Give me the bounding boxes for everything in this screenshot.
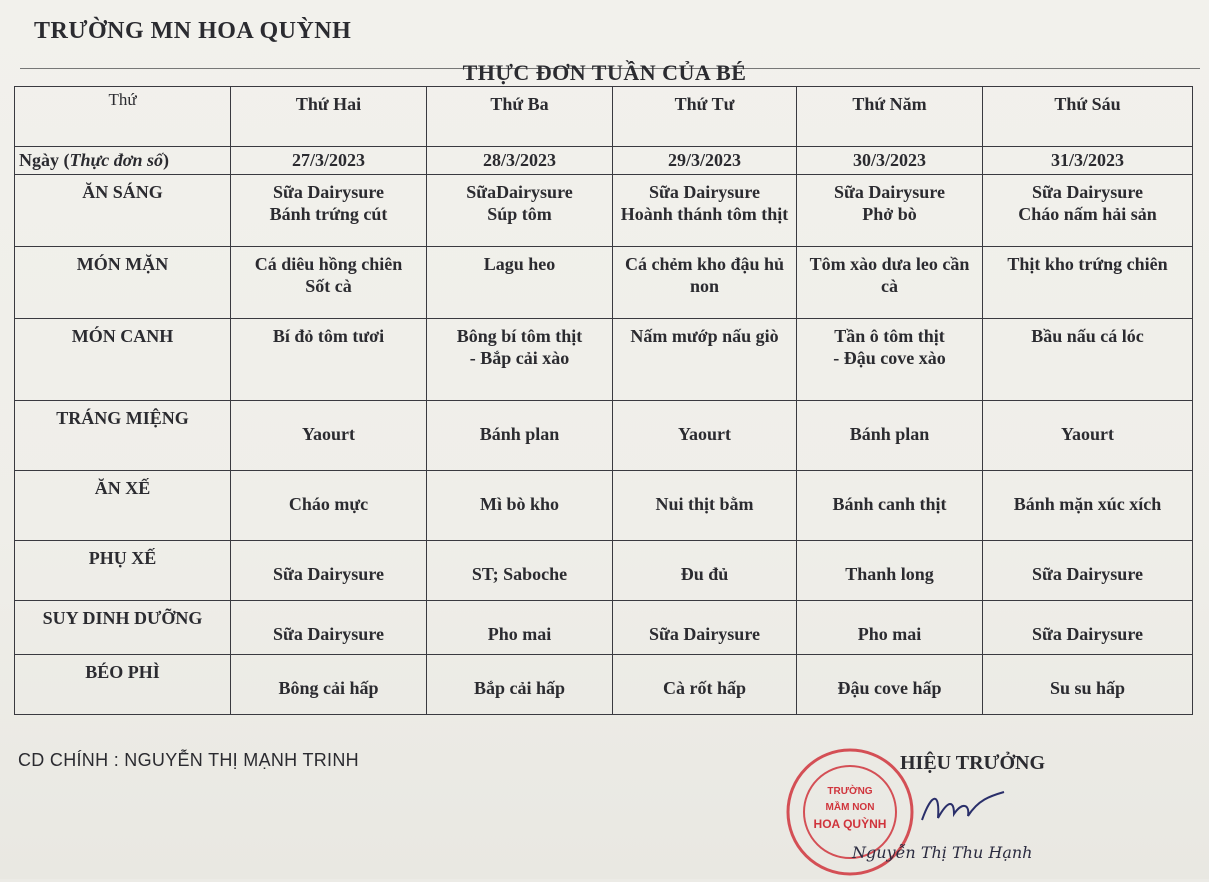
- dish-text: Đu đủ: [680, 564, 729, 584]
- school-name: TRƯỜNG MN HOA QUỲNH: [34, 18, 352, 44]
- dish-text: SữaDairysure: [466, 182, 573, 202]
- menu-cell: [983, 541, 1193, 601]
- dish-text: ST; Saboche: [471, 564, 568, 584]
- menu-cell: [613, 319, 797, 401]
- dish-text: Tần ô tôm thịt: [834, 326, 945, 346]
- dish-text: Tôm xào dưa leo cần cà: [809, 254, 970, 296]
- dish-text: Thịt kho trứng chiên: [1007, 254, 1168, 274]
- dish-text: Súp tôm: [487, 204, 552, 224]
- head-cook-line: CD CHÍNH : NGUYỄN THỊ MẠNH TRINH: [18, 750, 359, 770]
- weekly-menu-table: [14, 86, 1193, 715]
- day-header-row: [15, 87, 1193, 147]
- date-cell: 28/3/2023: [427, 147, 613, 175]
- menu-cell: [231, 401, 427, 471]
- menu-cell: [427, 541, 613, 601]
- menu-cell: [797, 601, 983, 655]
- menu-cell: [613, 541, 797, 601]
- menu-cell: [983, 601, 1193, 655]
- dish-text: Sữa Dairysure: [273, 182, 384, 202]
- date-row: [15, 147, 1193, 175]
- dish-text: Đậu cove hấp: [837, 678, 942, 698]
- menu-cell: [797, 401, 983, 471]
- dish-text: Hoành thánh tôm thịt: [620, 204, 789, 224]
- meal-label: SUY DINH DƯỠNG: [15, 601, 231, 655]
- menu-cell: [797, 247, 983, 319]
- day-header: Thứ Năm: [797, 87, 983, 147]
- meal-label: PHỤ XẾ: [15, 541, 231, 601]
- menu-title: THỰC ĐƠN TUẦN CỦA BÉ: [462, 60, 747, 85]
- menu-cell: [613, 601, 797, 655]
- menu-row: [15, 541, 1193, 601]
- dish-text: Yaourt: [1061, 424, 1114, 444]
- menu-cell: [231, 175, 427, 247]
- dish-text: Sữa Dairysure: [1032, 182, 1143, 202]
- menu-row: [15, 601, 1193, 655]
- dish-text: Bánh mặn xúc xích: [1013, 494, 1162, 514]
- menu-cell: [427, 319, 613, 401]
- menu-row: [15, 655, 1193, 715]
- menu-cell: [427, 601, 613, 655]
- menu-cell: [231, 541, 427, 601]
- corner-label: Thứ: [15, 87, 231, 147]
- menu-cell: [797, 655, 983, 715]
- dish-text: Sốt cà: [305, 276, 352, 296]
- signature-icon: [918, 782, 1008, 832]
- menu-cell: [427, 247, 613, 319]
- menu-cell: [427, 655, 613, 715]
- dish-text: Cá chẻm kho đậu hủ non: [624, 254, 785, 296]
- menu-cell: [231, 471, 427, 541]
- dish-text: Sữa Dairysure: [649, 624, 760, 644]
- stamp-text: HOA QUỲNH: [813, 817, 887, 831]
- date-cell: 27/3/2023: [231, 147, 427, 175]
- meal-label: ĂN XẾ: [15, 471, 231, 541]
- menu-cell: [983, 319, 1193, 401]
- date-cell: 31/3/2023: [983, 147, 1193, 175]
- date-cell: 30/3/2023: [797, 147, 983, 175]
- menu-cell: [613, 471, 797, 541]
- menu-cell: [797, 541, 983, 601]
- menu-cell: [983, 247, 1193, 319]
- menu-cell: [231, 319, 427, 401]
- dish-text: Yaourt: [678, 424, 731, 444]
- meal-label: MÓN CANH: [15, 319, 231, 401]
- dish-text: Sữa Dairysure: [834, 182, 945, 202]
- meal-label: ĂN SÁNG: [15, 175, 231, 247]
- day-header: Thứ Ba: [427, 87, 613, 147]
- dish-text: Mì bò kho: [479, 494, 560, 514]
- dish-text: Pho mai: [487, 624, 552, 644]
- menu-cell: [983, 655, 1193, 715]
- day-header: Thứ Hai: [231, 87, 427, 147]
- menu-cell: [983, 401, 1193, 471]
- day-header: Thứ Tư: [613, 87, 797, 147]
- stamp-text: TRƯỜNG: [827, 786, 873, 797]
- dish-text: - Đậu cove xào: [833, 348, 946, 368]
- dish-text: Bông cải hấp: [278, 678, 379, 698]
- dish-text: Bánh trứng cút: [269, 204, 388, 224]
- principal-title: HIỆU TRƯỞNG: [900, 752, 1046, 774]
- dish-text: Cháo mực: [288, 494, 369, 514]
- menu-cell: [613, 655, 797, 715]
- dish-text: Cháo nấm hải sản: [1018, 204, 1157, 224]
- stamp-text: MẦM NON: [825, 802, 875, 813]
- menu-cell: [613, 247, 797, 319]
- menu-row: [15, 175, 1193, 247]
- menu-cell: [797, 471, 983, 541]
- principal-name: Nguyễn Thị Thu Hạnh: [852, 843, 1033, 862]
- dish-text: Sữa Dairysure: [273, 564, 384, 584]
- dish-text: Nui thịt bằm: [655, 494, 754, 514]
- menu-cell: [797, 319, 983, 401]
- menu-row: [15, 401, 1193, 471]
- menu-cell: [797, 175, 983, 247]
- day-header: Thứ Sáu: [983, 87, 1193, 147]
- dish-text: Yaourt: [302, 424, 355, 444]
- dish-text: Bầu nấu cá lóc: [1031, 326, 1144, 346]
- dish-text: Bắp cải hấp: [473, 678, 566, 698]
- menu-row: [15, 319, 1193, 401]
- dish-text: Sữa Dairysure: [273, 624, 384, 644]
- dish-text: Sữa Dairysure: [1032, 624, 1143, 644]
- dish-text: Thanh long: [845, 564, 934, 584]
- meal-label: BÉO PHÌ: [15, 655, 231, 715]
- dish-text: Lagu heo: [483, 254, 556, 274]
- menu-cell: [613, 401, 797, 471]
- dish-text: Bí đỏ tôm tươi: [272, 326, 385, 346]
- menu-row: [15, 247, 1193, 319]
- menu-cell: [231, 247, 427, 319]
- dish-text: Su su hấp: [1049, 678, 1126, 698]
- menu-cell: [427, 401, 613, 471]
- menu-row: [15, 471, 1193, 541]
- dish-text: - Bắp cải xào: [469, 348, 570, 368]
- dish-text: Bông bí tôm thịt: [456, 326, 583, 346]
- menu-cell: [427, 175, 613, 247]
- dish-text: Sữa Dairysure: [649, 182, 760, 202]
- date-cell: 29/3/2023: [613, 147, 797, 175]
- date-label: Ngày (Thực đơn số): [15, 147, 231, 175]
- dish-text: Sữa Dairysure: [1032, 564, 1143, 584]
- menu-cell: [983, 175, 1193, 247]
- menu-cell: [231, 655, 427, 715]
- dish-text: Bánh canh thịt: [832, 494, 947, 514]
- dish-text: Cá diêu hồng chiên: [254, 254, 403, 274]
- meal-label: MÓN MẶN: [15, 247, 231, 319]
- dish-text: Nấm mướp nấu giò: [630, 326, 779, 346]
- menu-cell: [231, 601, 427, 655]
- menu-cell: [613, 175, 797, 247]
- dish-text: Bánh plan: [479, 424, 560, 444]
- menu-cell: [427, 471, 613, 541]
- dish-text: Cà rốt hấp: [662, 678, 746, 698]
- menu-cell: [983, 471, 1193, 541]
- meal-label: TRÁNG MIỆNG: [15, 401, 231, 471]
- dish-text: Pho mai: [857, 624, 922, 644]
- dish-text: Bánh plan: [849, 424, 930, 444]
- dish-text: Phở bò: [862, 204, 917, 224]
